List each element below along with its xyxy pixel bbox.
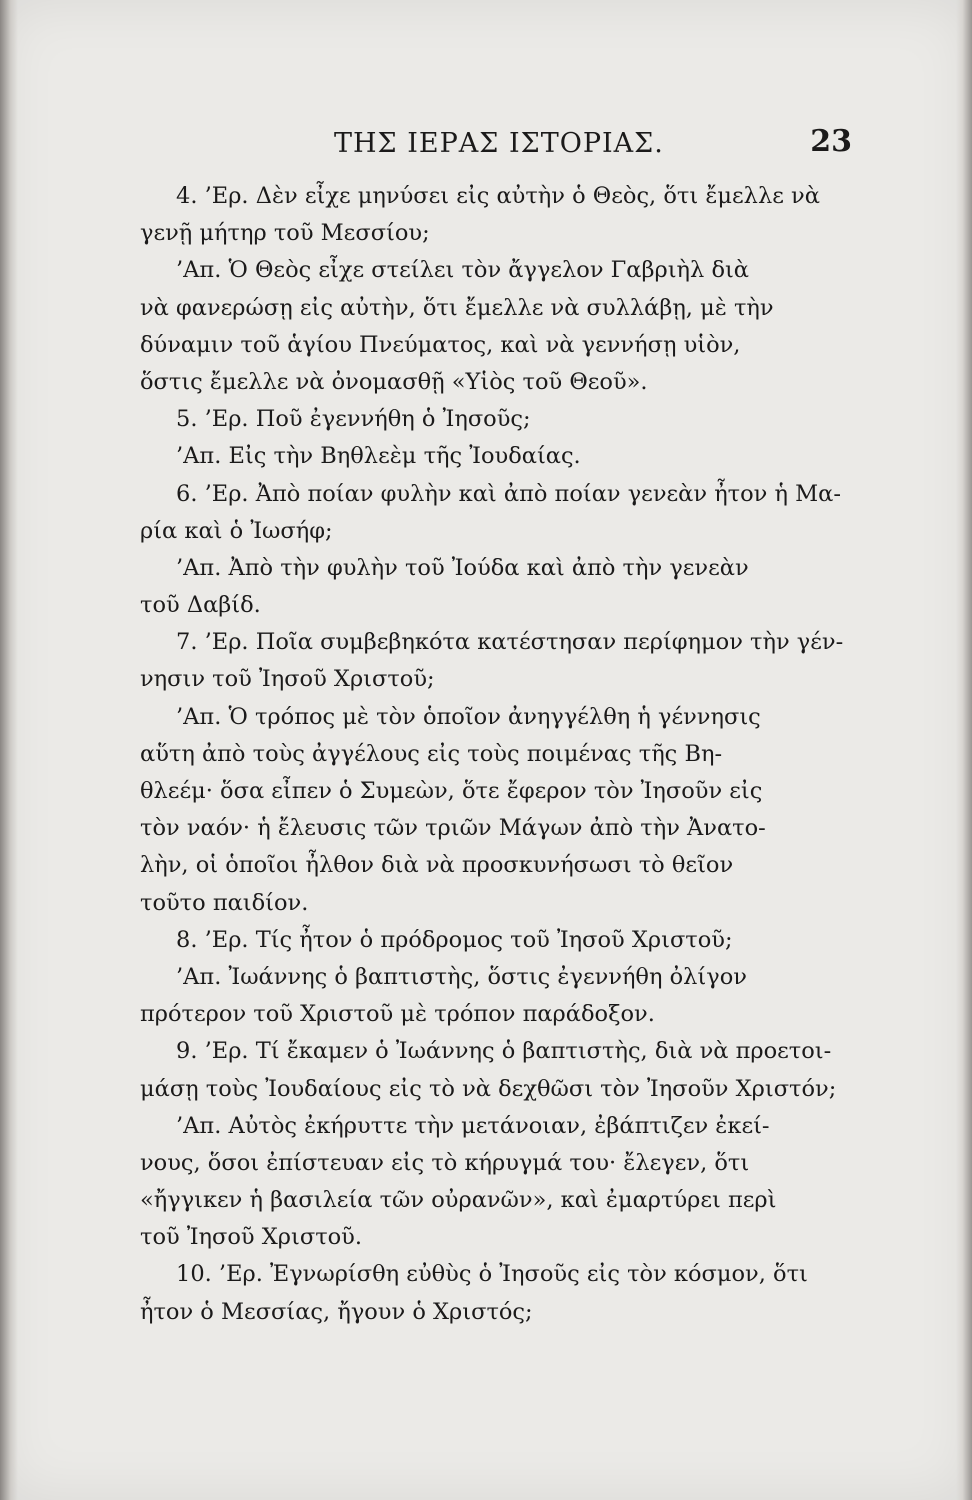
text-line: νους, ὅσοι ἐπίστευαν εἰς τὸ κήρυγμά του· ἔλεγεν, ὅτι xyxy=(140,1149,750,1176)
page-left-edge xyxy=(0,0,18,1500)
text-line: λὴν, οἱ ὁποῖοι ἦλθον διὰ νὰ προσκυνήσωσι τὸ θεῖον xyxy=(140,852,734,879)
text-line: 4. ’Ερ. Δὲν εἶχε μηνύσει εἰς αὐτὴν ὁ Θεὸς, ὅτι ἔμελλε νὰ xyxy=(176,183,820,209)
text-line: «ἤγγικεν ἡ βασιλεία τῶν οὐρανῶν», καὶ ἐμαρτύρει περὶ xyxy=(140,1187,777,1214)
text-line: 7. ’Ερ. Ποῖα συμβεβηκότα κατέστησαν περίφημον τὴν γέν- xyxy=(176,629,844,656)
page-right-edge xyxy=(956,0,972,1500)
text-line: τοῦ Ἰησοῦ Χριστοῦ. xyxy=(140,1224,363,1251)
text-line: ἦτον ὁ Μεσσίας, ἤγουν ὁ Χριστός; xyxy=(140,1298,533,1325)
text-line: νὰ φανερώσῃ εἰς αὐτὴν, ὅτι ἔμελλε νὰ συλλάβῃ, μὲ τὴν xyxy=(140,294,774,321)
page-number: 23 xyxy=(810,124,852,159)
text-line: ’Απ. Ἀπὸ τὴν φυλὴν τοῦ Ἰούδα καὶ ἀπὸ τὴν γενεὰν xyxy=(176,554,749,581)
text-line: δύναμιν τοῦ ἁγίου Πνεύματος, καὶ νὰ γεννήσῃ υἱὸν, xyxy=(140,331,741,358)
text-line: τοῦτο παιδίον. xyxy=(140,889,309,916)
text-line: ρία καὶ ὁ Ἰωσήφ; xyxy=(140,517,333,544)
text-line: 5. ’Ερ. Ποῦ ἐγεννήθη ὁ Ἰησοῦς; xyxy=(176,406,531,433)
text-line: ὅστις ἔμελλε νὰ ὀνομασθῇ «Υἱὸς τοῦ Θεοῦ». xyxy=(140,368,648,395)
text-line: ’Απ. Ὁ Θεὸς εἶχε στείλει τὸν ἄγγελον Γαβριὴλ διὰ xyxy=(176,257,750,284)
text-line: 10. ’Ερ. Ἐγνωρίσθη εὐθὺς ὁ Ἰησοῦς εἰς τὸν κόσμον, ὅτι xyxy=(176,1261,808,1288)
text-line: νησιν τοῦ Ἰησοῦ Χριστοῦ; xyxy=(140,666,435,693)
text-line: πρότερον τοῦ Χριστοῦ μὲ τρόπον παράδοξον. xyxy=(140,1001,655,1028)
text-line: θλεέμ· ὅσα εἶπεν ὁ Συμεὼν, ὅτε ἔφερον τὸν Ἰησοῦν εἰς xyxy=(140,778,763,804)
text-line: ’Απ. Ἰωάννης ὁ βαπτιστὴς, ὅστις ἐγεννήθη ὀλίγον xyxy=(176,963,747,990)
text-line: αὕτη ἀπὸ τοὺς ἀγγέλους εἰς τοὺς ποιμένας τῆς Βη- xyxy=(140,740,723,767)
text-line: 9. ’Ερ. Τί ἔκαμεν ὁ Ἰωάννης ὁ βαπτιστὴς, διὰ νὰ προετοι- xyxy=(176,1038,832,1065)
text-line: 8. ’Ερ. Τίς ἦτον ὁ πρόδρομος τοῦ Ἰησοῦ Χριστοῦ; xyxy=(176,926,733,953)
text-line: τοῦ Δαβίδ. xyxy=(140,592,261,619)
text-line: ’Απ. Αὐτὸς ἐκήρυττε τὴν μετάνοιαν, ἐβάπτιζεν ἐκεί- xyxy=(176,1112,770,1139)
text-line: ’Απ. Ὁ τρόπος μὲ τὸν ὁποῖον ἀνηγγέλθη ἡ γέννησις xyxy=(176,703,761,730)
text-line: ’Απ. Εἰς τὴν Βηθλεὲμ τῆς Ἰουδαίας. xyxy=(176,443,581,470)
running-header xyxy=(140,124,860,164)
text-line: μάσῃ τοὺς Ἰουδαίους εἰς τὸ νὰ δεχθῶσι τὸν Ἰησοῦν Χριστόν; xyxy=(140,1075,837,1102)
body-text xyxy=(140,178,860,1331)
text-line: τὸν ναόν· ἡ ἔλευσις τῶν τριῶν Μάγων ἀπὸ τὴν Ἀνατο- xyxy=(140,815,766,842)
running-title: ΤΗΣ ΙΕΡΑΣ ΙΣΤΟΡΙΑΣ. xyxy=(334,128,664,159)
text-line: 6. ’Ερ. Ἀπὸ ποίαν φυλὴν καὶ ἀπὸ ποίαν γενεὰν ἦτον ἡ Μα- xyxy=(176,480,841,507)
text-line: γενῇ μήτηρ τοῦ Μεσσίου; xyxy=(140,220,430,247)
